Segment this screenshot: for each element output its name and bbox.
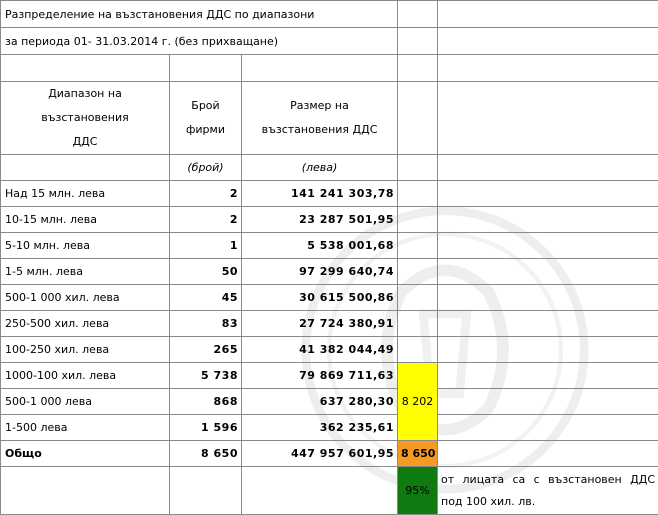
unit-amount: (лева) [242,155,398,181]
total-count-highlight: 8 650 [398,441,438,467]
header-row [1,82,658,155]
title-row [1,1,658,28]
row-amount: 637 280,30 [242,389,398,415]
row-count: 1 596 [170,415,242,441]
empty-cell [1,55,170,82]
row-amount: 41 382 044,49 [242,337,398,363]
table-row [1,389,658,415]
empty-cell [398,155,438,181]
empty-cell [438,415,658,441]
summary-row [1,467,658,515]
empty-cell [398,55,438,82]
empty-cell [438,1,658,28]
row-range: 100-250 хил. лева [1,337,170,363]
empty-cell [398,1,438,28]
row-count: 5 738 [170,363,242,389]
table-row [1,311,658,337]
row-count: 1 [170,233,242,259]
empty-cell [1,155,170,181]
empty-cell [438,389,658,415]
table-row [1,285,658,311]
row-count: 2 [170,207,242,233]
empty-cell [438,155,658,181]
row-range: 5-10 млн. лева [1,233,170,259]
empty-cell [1,467,170,515]
row-amount: 79 869 711,63 [242,363,398,389]
row-range: 250-500 хил. лева [1,311,170,337]
empty-cell [242,55,398,82]
empty-cell [170,467,242,515]
total-amount: 447 957 601,95 [242,441,398,467]
empty-cell [438,28,658,55]
row-count: 265 [170,337,242,363]
row-range: Над 15 млн. лева [1,181,170,207]
header-range: Диапазон на възстановения ДДС [1,82,170,155]
empty-cell [438,337,658,363]
empty-cell [438,363,658,389]
row-count: 868 [170,389,242,415]
table-row [1,337,658,363]
empty-cell [398,207,438,233]
empty-cell [398,233,438,259]
table-row [1,363,658,389]
table-row [1,415,658,441]
empty-cell [398,285,438,311]
empty-cell [438,207,658,233]
empty-cell [438,259,658,285]
row-count: 45 [170,285,242,311]
header-amount: Размер на възстановения ДДС [242,82,398,155]
table-row [1,259,658,285]
empty-cell [438,55,658,82]
row-range: 1000-100 хил. лева [1,363,170,389]
empty-cell [438,285,658,311]
row-amount: 97 299 640,74 [242,259,398,285]
empty-cell [398,259,438,285]
empty-cell [398,181,438,207]
empty-cell [438,441,658,467]
row-count: 2 [170,181,242,207]
empty-cell [170,55,242,82]
empty-cell [438,311,658,337]
spacer-row [1,55,658,82]
empty-cell [438,181,658,207]
row-count: 50 [170,259,242,285]
units-row [1,155,658,181]
empty-cell [438,82,658,155]
summary-note: от лицата са с възстановен ДДС под 100 хил. лв. [438,467,658,515]
small-range-subtotal: 8 202 [398,363,438,441]
row-amount: 27 724 380,91 [242,311,398,337]
row-range: 1-500 лева [1,415,170,441]
table-period: за периода 01- 31.03.2014 г. (без прихващане) [1,28,398,55]
period-row [1,28,658,55]
row-count: 83 [170,311,242,337]
row-range: 1-5 млн. лева [1,259,170,285]
total-row [1,441,658,467]
empty-cell [242,467,398,515]
percent-highlight: 95% [398,467,438,515]
table-row [1,181,658,207]
empty-cell [398,337,438,363]
unit-count: (брой) [170,155,242,181]
total-label: Общо [1,441,170,467]
table-title: Разпределение на възстановения ДДС по диапазони [1,1,398,28]
row-amount: 30 615 500,86 [242,285,398,311]
row-range: 10-15 млн. лева [1,207,170,233]
table-row [1,207,658,233]
row-amount: 23 287 501,95 [242,207,398,233]
empty-cell [398,28,438,55]
row-range: 500-1 000 хил. лева [1,285,170,311]
empty-cell [438,233,658,259]
row-amount: 5 538 001,68 [242,233,398,259]
row-range: 500-1 000 лева [1,389,170,415]
header-count: Брой фирми [170,82,242,155]
table-row [1,233,658,259]
empty-cell [398,311,438,337]
row-amount: 141 241 303,78 [242,181,398,207]
total-count: 8 650 [170,441,242,467]
empty-cell [398,82,438,155]
row-amount: 362 235,61 [242,415,398,441]
